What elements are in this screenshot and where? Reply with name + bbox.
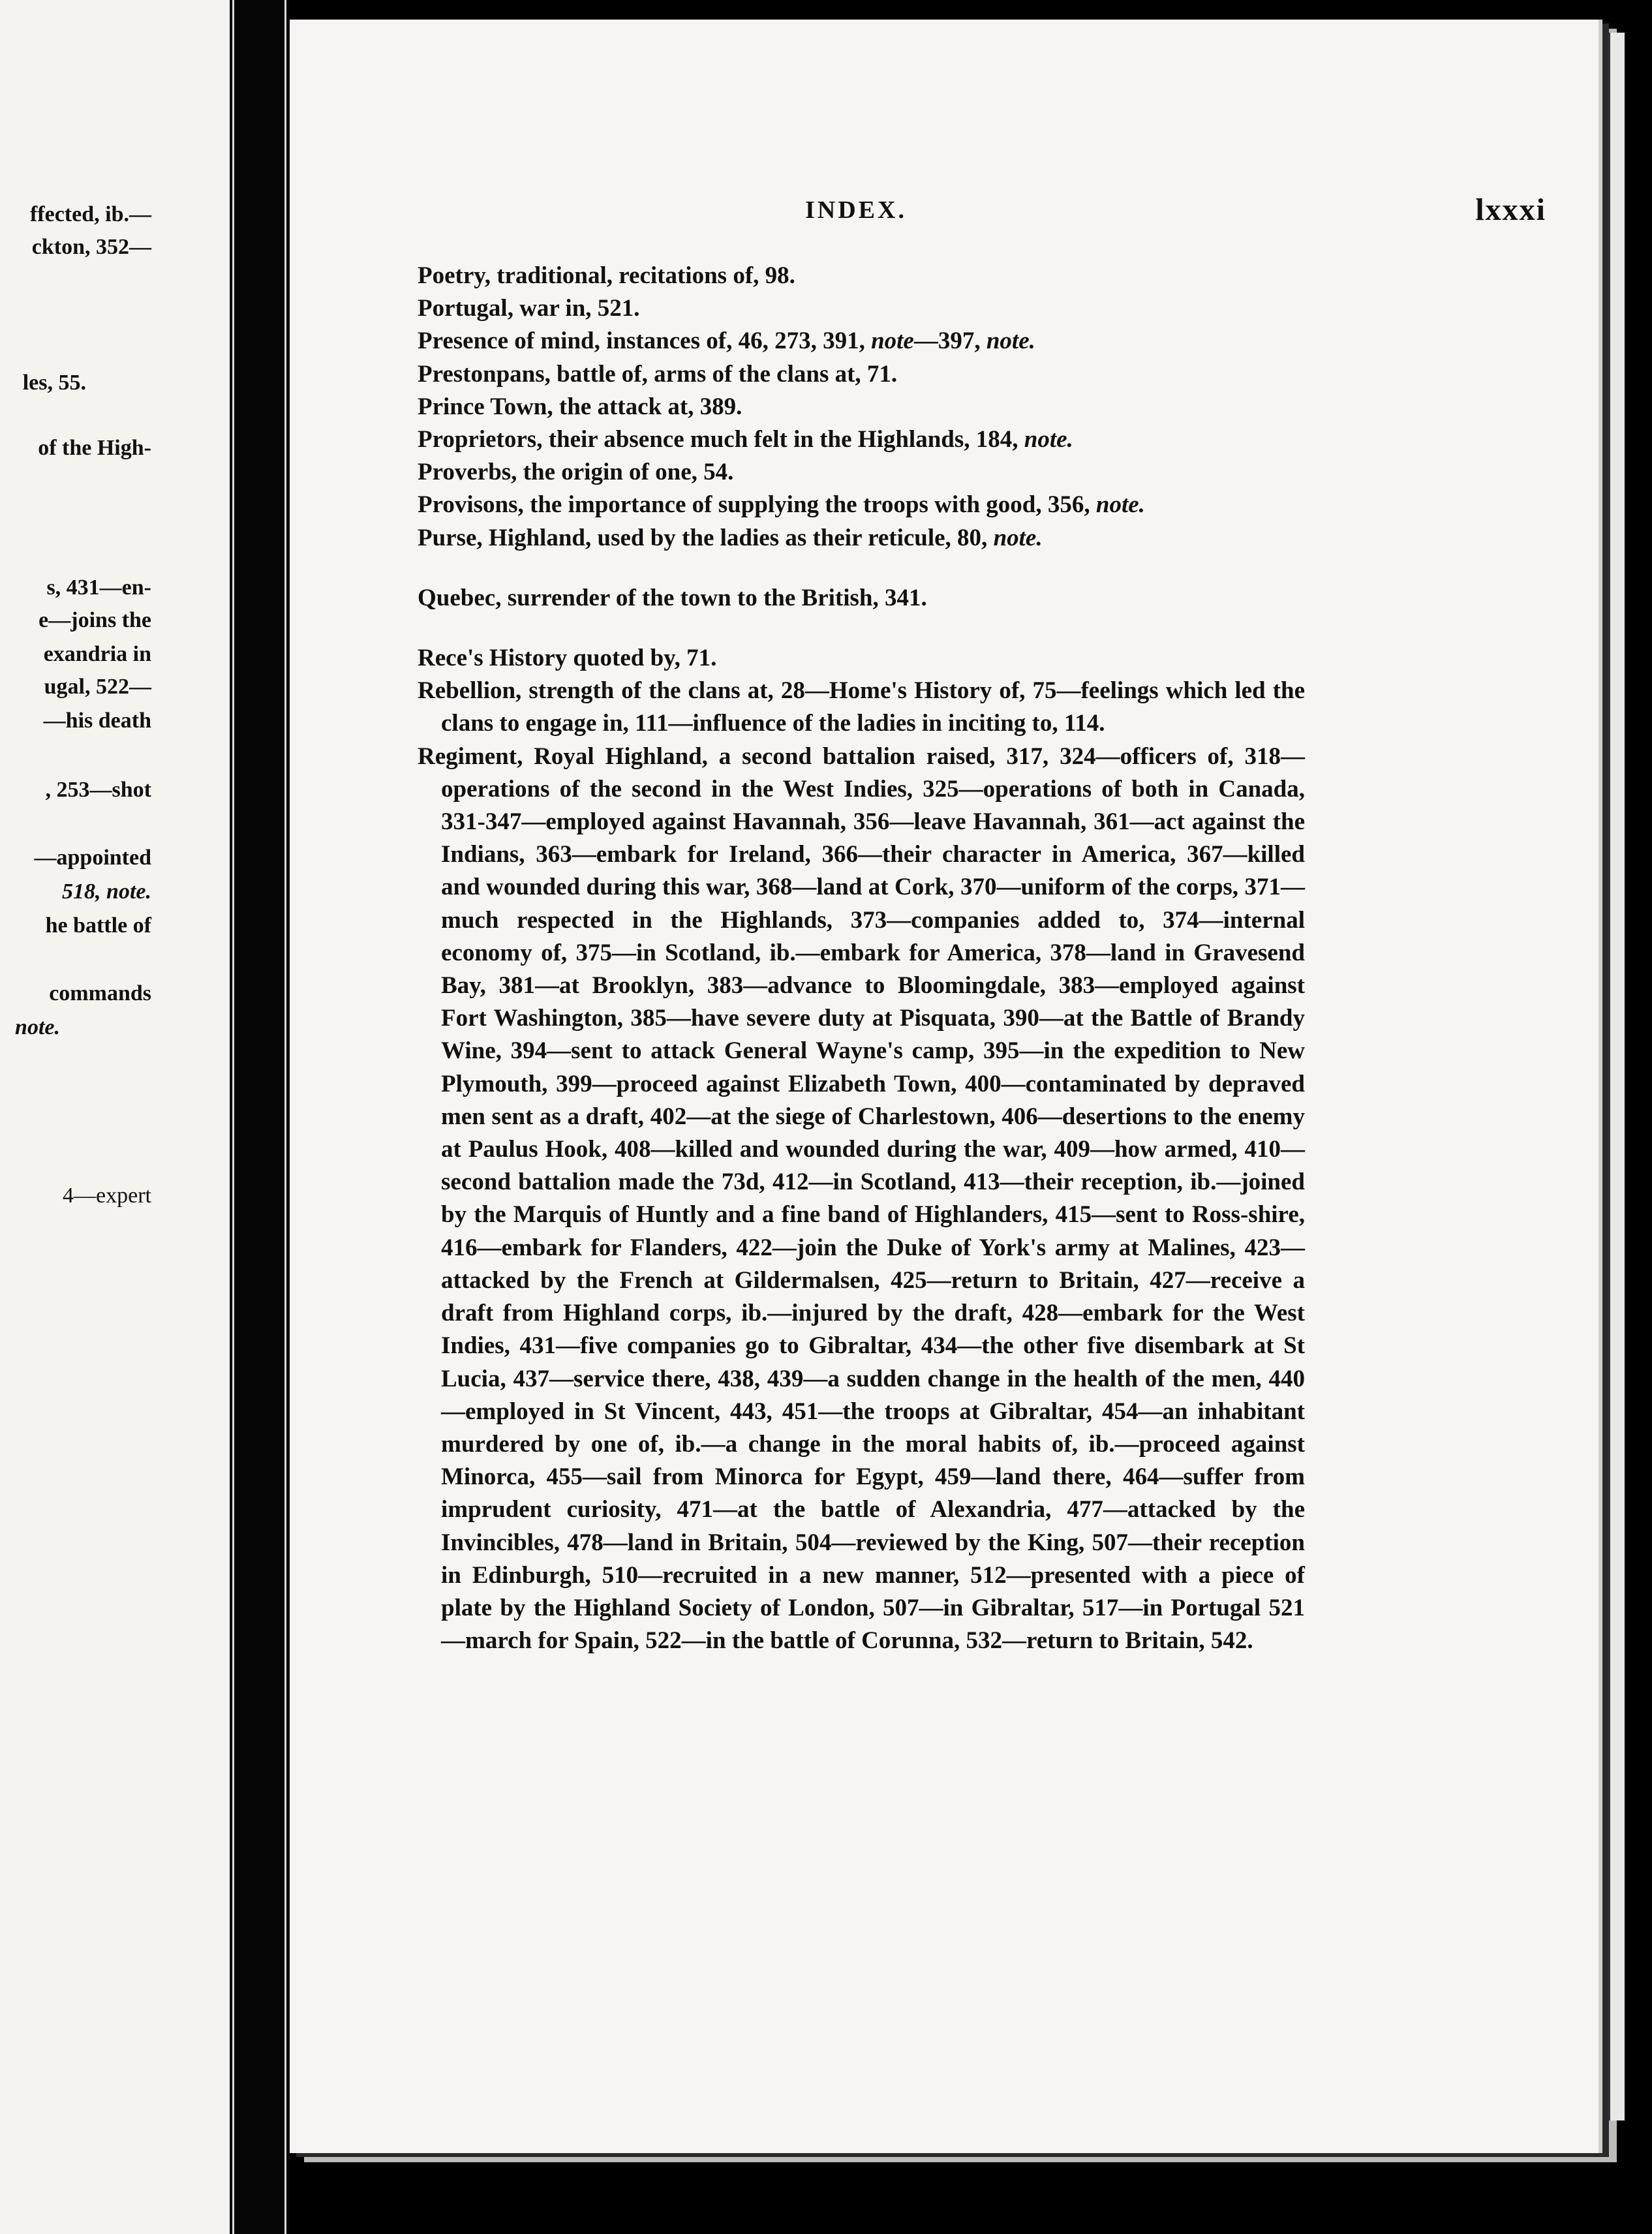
index-entry-rebellion: Rebellion, strength of the clans at, 28—Home's History of, 75—feelings which led the clans to engage in, 111—influence of the ladies in inciting to, 114. [418, 677, 1305, 737]
running-title: INDEX. [805, 196, 907, 224]
index-entry-purse [418, 522, 1305, 555]
running-head [290, 192, 1598, 235]
index-entry-prestonpans: Prestonpans, battle of, arms of the clans at, 71. [418, 360, 898, 388]
index-entry-regiment-royal-highland: Regiment, Royal Highland, a second battalion raised, 317, 324—officers of, 318—operations of the second in the West Indies, 325—operations of both in Canada, 331-347—employed against Havannah, 356—leave Havannah, 361—act against the Indians, 363—embark for Ireland, 366—their character in America, 367—killed and wounded during this war, 368—land at Cork, 370—uniform of the corps, 371—much respected in the Highlands, 373—companies added to, 374—internal economy of, 375—in Scotland, ib.—embark for America, 378—land in Gravesend Bay, 381—at Brooklyn, 383—advance to Bloomingdale, 383—employed against Fort Washington, 385—have severe duty at Pisquata, 390—at the Battle of Brandy Wine, 394—sent to attack General Wayne's camp, 395—in the expedition to New Plymouth, 399—proceed against Elizabeth Town, 400—contaminated by depraved men sent as a draft, 402—at the siege of Charlestown, 406—desertions to the enemy at Paulus Hook, 408—killed and wounded during the war, 409—how armed, 410—second battalion made the 73d, 412—in Scotland, 413—their reception, ib.—joined by the Marquis of Huntly and a fine band of Highlanders, 415—sent to Ross-shire, 416—embark for Flanders, 422—join the Duke of York's army at Malines, 423—attacked by the French at Gildermalsen, 425—return to Britain, 427—receive a draft from Highland corps, ib.—injured by the draft, 428—embark for the West Indies, 431—five companies go to Gibraltar, 434—the other five disembark at St Lucia, 437—service there, 438, 439—a sudden change in the health of the men, 440—employed in St Vincent, 443, 451—the troops at Gibraltar, 454—an inhabitant murdered by one of, ib.—a change in the moral habits of, ib.—proceed against Minorca, 455—sail from Minorca for Egypt, 459—land there, 464—suffer from imprudent curiosity, 471—at the battle of Alexandria, 477—attacked by the Invincibles, 478—land in Britain, 504—reviewed by the King, 507—their reception in Edinburgh, 510—recruited in a new manner, 512—presented with a piece of plate by the Highland Society of London, 507—in Gibraltar, 517—in Portugal 521—march for Spain, 522—in the battle of Corunna, 532—return to Britain, 542. [418, 742, 1305, 1655]
index-entry-prince-town: Prince Town, the attack at, 389. [418, 393, 742, 420]
letter-section-gap [418, 555, 1305, 582]
entry-note: note. [993, 524, 1043, 551]
index-entry-provisons [418, 489, 1305, 521]
left-page-line: of the High- [38, 436, 151, 460]
left-page-line: —appointed [34, 846, 151, 870]
left-page-line: les, 55. [22, 371, 86, 395]
left-page-line: commands [49, 981, 151, 1005]
left-page-line: ckton, 352— [31, 235, 151, 259]
index-entry-quebec: Quebec, surrender of the town to the British, 341. [418, 584, 927, 611]
index-entry-proverbs: Proverbs, the origin of one, 54. [418, 459, 734, 486]
index-entry-poetry: Poetry, traditional, recitations of, 98. [418, 262, 795, 289]
left-page-line: s, 431—en- [46, 575, 151, 600]
index-entry-portugal: Portugal, war in, 521. [418, 295, 640, 322]
entry-text: Proprietors, their absence much felt in the Highlands, 184, [418, 426, 1024, 453]
book-gutter [230, 0, 290, 2234]
index-entry-proprietors [418, 423, 1305, 456]
page-stack-edge [1608, 33, 1625, 2120]
index-entries [418, 260, 1305, 1657]
left-page-line: ugal, 522— [44, 675, 151, 699]
left-page-line: he battle of [45, 913, 151, 938]
entry-text: —397, [913, 328, 987, 355]
index-entry-reces-history: Rece's History quoted by, 71. [418, 645, 717, 672]
index-entry-presence-of-mind [418, 325, 1305, 358]
left-page-line: e—joins the [38, 608, 151, 632]
index-page [290, 20, 1602, 2153]
left-page-line: note. [15, 1015, 60, 1039]
left-page-line: 4—expert [63, 1184, 151, 1208]
left-page-line: , 253—shot [45, 778, 151, 802]
entry-note: note [871, 328, 914, 355]
left-page-line: 518, note. [62, 880, 151, 904]
page-number: lxxxi [1475, 192, 1546, 227]
entry-note: note. [1095, 491, 1145, 519]
entry-note: note. [986, 328, 1035, 355]
entry-text: Provisons, the importance of supplying the troops with good, 356, [418, 491, 1096, 519]
entry-text: Purse, Highland, used by the ladies as their reticule, 80, [418, 524, 994, 551]
previous-page-fragment [0, 0, 230, 2234]
entry-text: Presence of mind, instances of, 46, 273, 391, [418, 328, 872, 355]
left-page-line: exandria in [43, 642, 151, 666]
entry-note: note. [1024, 426, 1073, 453]
left-page-line: —his death [43, 709, 151, 733]
letter-section-gap [418, 615, 1305, 642]
left-page-line: ffected, ib.— [29, 202, 151, 226]
